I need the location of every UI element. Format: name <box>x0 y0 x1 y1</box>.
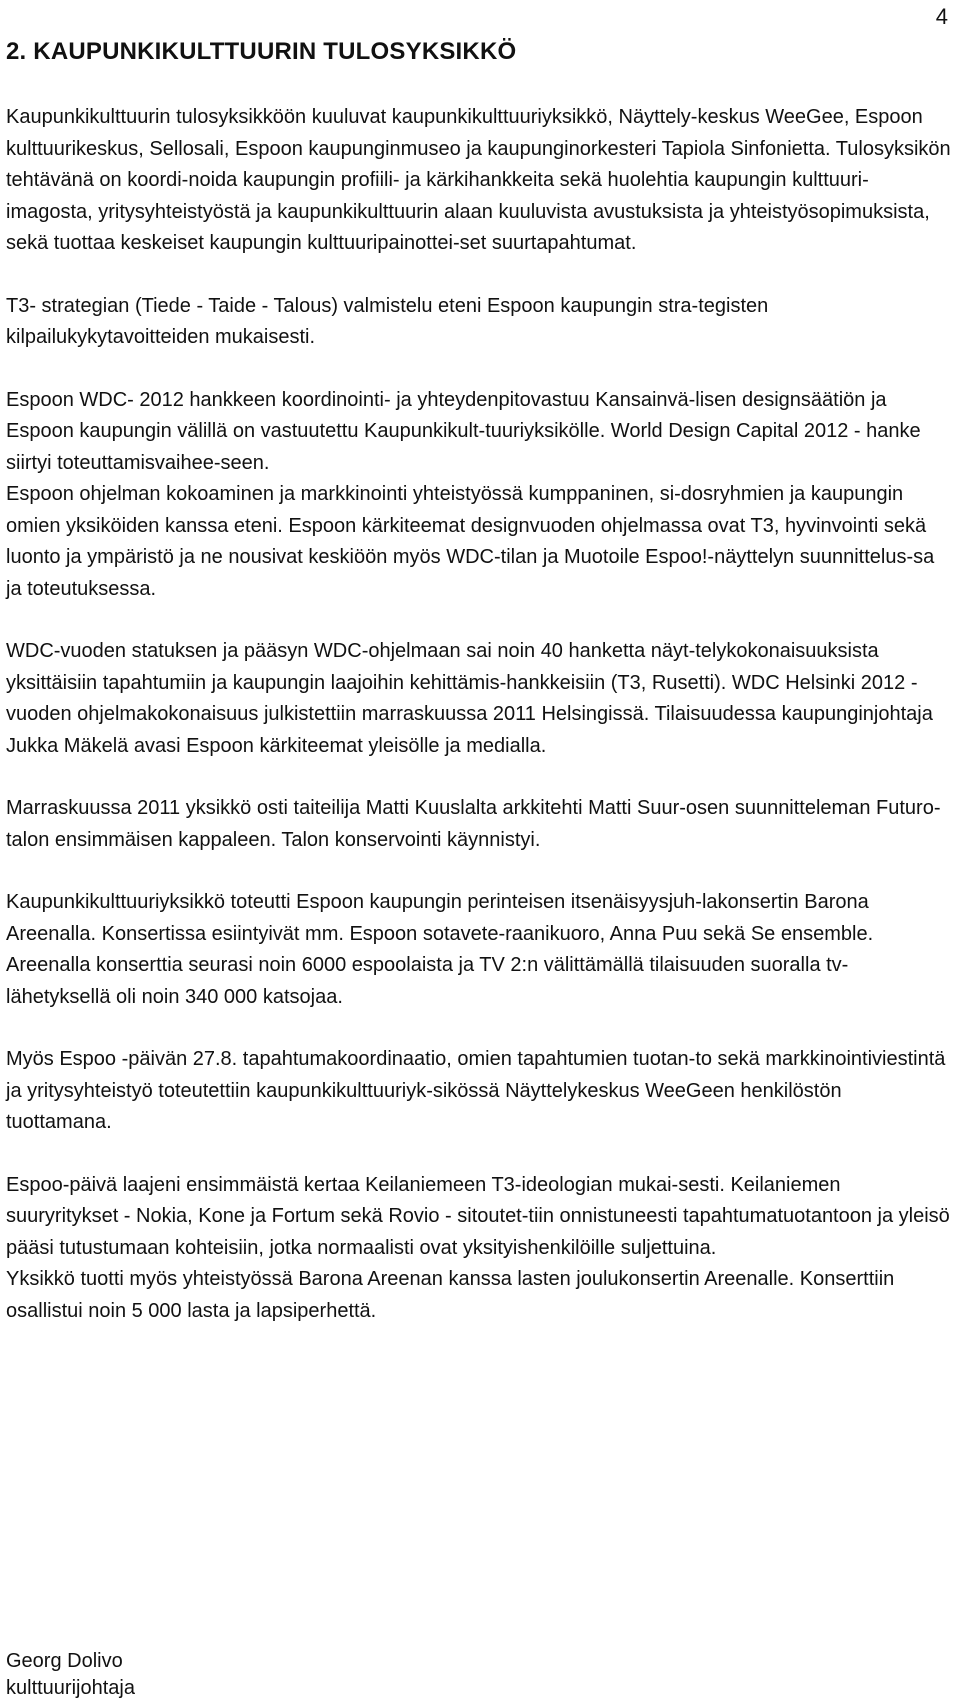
paragraph-keilaniemi: Espoo-päivä laajeni ensimmäistä kertaa Keilaniemeen T3-ideologian mukai-sesti. Keilaniemen suuryritykset - Nokia, Kone ja Fortum sekä Rovio - sitoutet-tiin onnistuneesti tapahtumatuotantoon ja yleisö pääsi tutustumaan kohteisiin, jotka normaalisti ovat yksityishenkilöille suljettuina. <box>6 1173 950 1259</box>
paragraph-intro: Kaupunkikulttuurin tulosyksikköön kuuluvat kaupunkikulttuuriyksikkö, Näyttely-keskus WeeGee, Espoon kulttuurikeskus, Sellosali, Espoon kaupunginmuseo ja kaupunginorkesteri Tapiola Sinfonietta. Tulosyksikön tehtävänä on koordi-noida kaupungin profiili- ja kärkihankkeita sekä huolehtia kaupungin kulttuuri-imagosta, yritysyhteistyöstä ja kaupunkikulttuurin alaan kuuluvista avustuksista ja yhteistyösopimuksista, sekä tuottaa keskeiset kaupungin kulttuuripainottei-set suurtapahtumat. <box>6 106 951 254</box>
paragraph-independence-concert: Kaupunkikulttuuriyksikkö toteutti Espoon kaupungin perinteisen itsenäisyysjuh-lakonsertin Barona Areenalla. Konsertissa esiintyivät mm. Espoon sotavete-raanikuoro, Anna Puu sekä Se ensemble. Areenalla konserttia seurasi noin 6000 espoolaista ja TV 2:n välittämällä tilaisuuden suoralla tv-lähetyksellä oli noin 340 000 katsojaa. <box>6 891 874 1008</box>
signature-block <box>6 1648 135 1702</box>
paragraph-t3-strategy: T3- strategian (Tiede - Taide - Talous) valmistelu eteni Espoon kaupungin stra-tegisten kilpailukykytavoitteiden mukaisesti. <box>6 294 769 348</box>
paragraph-espoo-day: Myös Espoo -päivän 27.8. tapahtumakoordinaatio, omien tapahtumien tuotan-to sekä markkinointiviestintä ja yritysyhteistyö toteutettiin kaupunkikulttuuriyk-sikössä Näyttelykeskus WeeGeen henkilöstön tuottamana. <box>6 1048 946 1133</box>
paragraph-espoo-program: Espoon ohjelman kokoaminen ja markkinointi yhteistyössä kumppaninen, si-dosryhmien ja kaupungin omien yksiköiden kanssa eteni. Espoon kärkiteemat designvuoden ohjelmassa ovat T3, hyvinvointi sekä luonto ja ympäristö ja ne nousivat keskiöön myös WDC-tilan ja Muotoile Espoo!-näyttelyn suunnittelus-sa ja toteutuksessa. <box>6 483 935 600</box>
paragraph-wdc-status: WDC-vuoden statuksen ja pääsyn WDC-ohjelmaan sai noin 40 hanketta näyt-telykokonaisuuksista yksittäisiin tapahtumiin ja kaupungin laajoihin kehittämis-hankkeisiin (T3, Rusetti). WDC Helsinki 2012 -vuoden ohjelmakokonaisuus julkistettiin marraskuussa 2011 Helsingissä. Tilaisuudessa kaupunginjohtaja Jukka Mäkelä avasi Espoon kärkiteemat yleisölle ja medialla. <box>6 640 933 757</box>
page-number: 4 <box>935 4 948 29</box>
paragraph-futuro-house: Marraskuussa 2011 yksikkö osti taiteilija Matti Kuuslalta arkkitehti Matti Suur-osen suunnitteleman Futuro-talon ensimmäisen kappaleen. Talon konservointi käynnistyi. <box>6 797 941 851</box>
paragraph-wdc-coordination: Espoon WDC- 2012 hankkeen koordinointi- ja yhteydenpitovastuu Kansainvä-lisen designsäätiön ja Espoon kaupungin välillä on vastuutettu Kaupunkikult-tuuriyksikölle. World Design Capital 2012 - hanke siirtyi toteuttamisvaihee-seen. <box>6 388 921 474</box>
section-heading: 2. KAUPUNKIKULTTUURIN TULOSYKSIKKÖ <box>6 38 517 65</box>
document-body <box>6 36 952 1327</box>
signature-name: Georg Dolivo <box>6 1650 123 1672</box>
signature-title: kulttuurijohtaja <box>6 1677 135 1699</box>
paragraph-christmas-concert: Yksikkö tuotti myös yhteistyössä Barona Areenan kanssa lasten joulukonsertin Areenalle. Konserttiin osallistui noin 5 000 lasta ja lapsiperhettä. <box>6 1268 895 1322</box>
